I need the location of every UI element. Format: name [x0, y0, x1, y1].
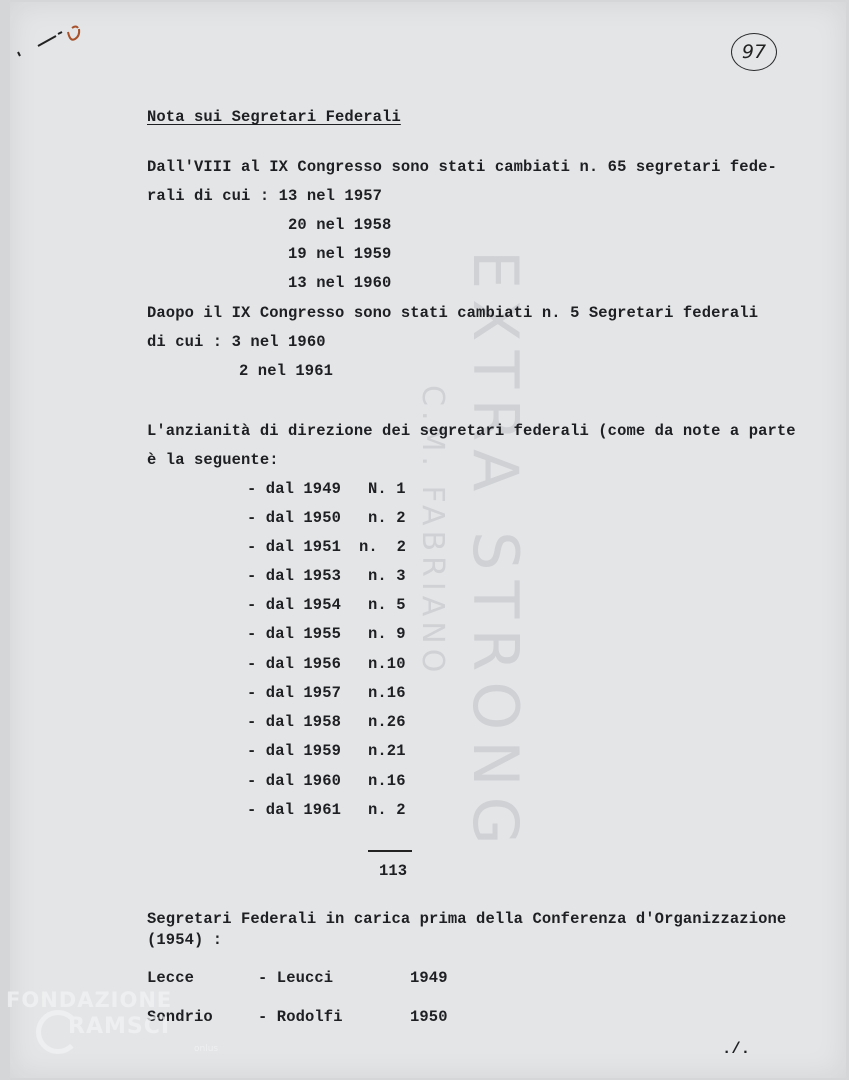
- seniority-year: - dal 1954: [247, 596, 342, 614]
- seniority-count: n. 2: [368, 801, 406, 819]
- continuation-mark: ./.: [722, 1040, 751, 1058]
- pen-mark-icon: [12, 20, 92, 65]
- table-name: - Rodolfi: [258, 1008, 343, 1026]
- seniority-year: - dal 1960: [247, 772, 342, 790]
- seniority-count: n.10: [368, 655, 406, 673]
- para2-line3: 2 nel 1961: [239, 362, 334, 380]
- logo-line1: FONDAZIONE: [6, 988, 173, 1012]
- seniority-count: n. 3: [368, 567, 406, 585]
- seniority-year: - dal 1956: [247, 655, 342, 673]
- seniority-year: - dal 1949: [247, 480, 342, 498]
- logo-line2: RAMSCI: [68, 1014, 171, 1039]
- seniority-total: 113: [379, 862, 408, 880]
- seniority-count: n. 5: [368, 596, 406, 614]
- seniority-count: n.21: [368, 742, 406, 760]
- logo-line3: onlus: [194, 1044, 219, 1054]
- page-number: 97: [731, 33, 777, 71]
- seniority-count: n. 2: [368, 509, 406, 527]
- seniority-count: n.16: [368, 772, 406, 790]
- table-city: Sondrio: [147, 1008, 213, 1026]
- seniority-count: N. 1: [368, 480, 406, 498]
- total-rule: [368, 850, 412, 852]
- para3-line2: è la seguente:: [147, 451, 279, 469]
- para1-line1: Dall'VIII al IX Congresso sono stati cambiati n. 65 segretari fede-: [147, 158, 777, 176]
- table-year: 1949: [410, 969, 448, 987]
- para4-line2: (1954) :: [147, 931, 223, 949]
- table-name: - Leucci: [258, 969, 334, 987]
- para1-year: 20 nel 1958: [288, 216, 392, 234]
- seniority-count: n.16: [368, 684, 406, 702]
- fondazione-gramsci-logo: [6, 988, 219, 1070]
- seniority-year: - dal 1951: [247, 538, 342, 556]
- seniority-count: n.26: [368, 713, 406, 731]
- table-city: Lecce: [147, 969, 195, 987]
- seniority-count: n. 2: [359, 538, 407, 556]
- table-year: 1950: [410, 1008, 448, 1026]
- seniority-year: - dal 1953: [247, 567, 342, 585]
- para3-line1: L'anzianità di direzione dei segretari federali (come da note a parte: [147, 422, 796, 440]
- seniority-year: - dal 1961: [247, 801, 342, 819]
- para2-line1: Daopo il IX Congresso sono stati cambiati n. 5 Segretari federali: [147, 304, 759, 322]
- para2-line2: di cui : 3 nel 1960: [147, 333, 326, 351]
- para1-year: 19 nel 1959: [288, 245, 392, 263]
- seniority-year: - dal 1955: [247, 625, 342, 643]
- watermark-fabriano: C.M. FABRIANO: [415, 385, 450, 678]
- seniority-count: n. 9: [368, 625, 406, 643]
- seniority-year: - dal 1950: [247, 509, 342, 527]
- seniority-year: - dal 1958: [247, 713, 342, 731]
- para1-line2: rali di cui : 13 nel 1957: [147, 187, 383, 205]
- seniority-year: - dal 1957: [247, 684, 342, 702]
- watermark-extra-strong: EXTRA STRONG: [459, 250, 532, 855]
- seniority-year: - dal 1959: [247, 742, 342, 760]
- para4-line1: Segretari Federali in carica prima della Conferenza d'Organizzazione: [147, 910, 787, 928]
- para1-year: 13 nel 1960: [288, 274, 392, 292]
- document-title: Nota sui Segretari Federali: [147, 108, 401, 126]
